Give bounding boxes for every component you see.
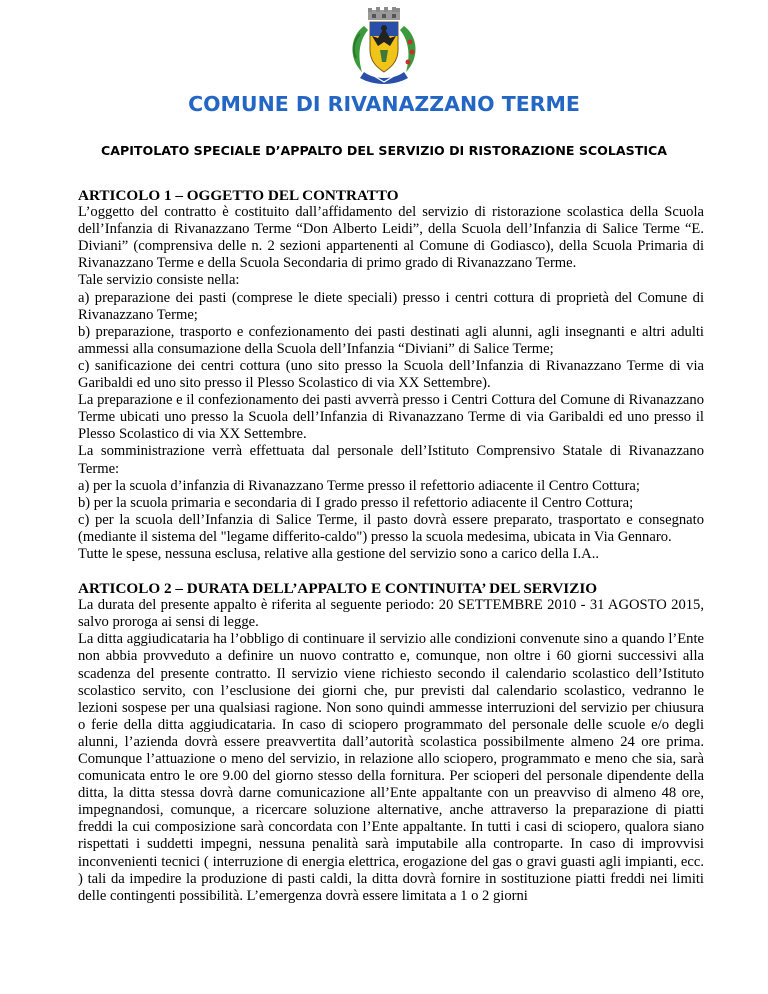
article-1-paragraph: a) preparazione dei pasti (comprese le diete speciali) presso i centri cottura di proprietà del Comune di Rivanazzano Terme; bbox=[78, 289, 704, 323]
article-1-paragraph: a) per la scuola d’infanzia di Rivanazzano Terme presso il refettorio adiacente il Centro Cottura; bbox=[78, 477, 640, 494]
coat-of-arms-icon bbox=[334, 6, 434, 90]
document-body bbox=[78, 187, 704, 905]
article-1-paragraph: La somministrazione verrà effettuata dal personale dell’Istituto Comprensivo Statale di Rivanazzano Terme: bbox=[78, 443, 704, 477]
document-subtitle: CAPITOLATO SPECIALE D’APPALTO DEL SERVIZIO DI RISTORAZIONE SCOLASTICA bbox=[101, 143, 667, 158]
article-2-title: ARTICOLO 2 – DURATA DELL’APPALTO E CONTINUITA’ DEL SERVIZIO bbox=[78, 580, 598, 598]
municipality-title: COMUNE DI RIVANAZZANO TERME bbox=[188, 92, 580, 116]
article-1-paragraph: c) sanificazione dei centri cottura (uno sito presso la Scuola dell’Infanzia di Rivanazzano Terme di via Garibaldi ed uno sito presso il Plesso Scolastico di via XX Settembre). bbox=[78, 357, 704, 392]
article-1-paragraph: b) per la scuola primaria e secondaria di I grado presso il refettorio adiacente il Centro Cottura; bbox=[78, 494, 634, 511]
article-1-title: ARTICOLO 1 – OGGETTO DEL CONTRATTO bbox=[78, 187, 399, 204]
article-1-paragraph: La preparazione e il confezionamento dei pasti avverrà presso i Centri Cottura del Comune di Rivanazzano Terme ubicati uno presso la Scuola dell’Infanzia di Rivanazzano Terme di via Garibaldi ed uno presso il Plesso Scolastico di via XX Settembre. bbox=[78, 392, 704, 443]
article-1-paragraph: c) per la scuola dell’Infanzia di Salice Terme, il pasto dovrà essere preparato, trasportato e consegnato (mediante il sistema del "legame differito-caldo") presso la scuola medesima, ubicata in Via Gennaro. bbox=[78, 511, 704, 545]
article-2-paragraph: La durata del presente appalto è riferita al seguente periodo: 20 SETTEMBRE 2010 - 31 AGOSTO 2015, salvo proroga ai sensi di legge. bbox=[78, 597, 704, 631]
article-1-paragraph: b) preparazione, trasporto e confezionamento dei pasti destinati agli alunni, agli insegnanti e altri adulti ammessi alla consumazione della Scuola dell’Infanzia “Diviani” di Salice Terme; bbox=[78, 323, 704, 357]
article-1-paragraph: Tutte le spese, nessuna esclusa, relative alla gestione del servizio sono a carico della I.A.. bbox=[78, 545, 600, 562]
article-2-paragraph: La ditta aggiudicataria ha l’obbligo di continuare il servizio alle condizioni convenute sino a quando l’Ente non abbia provveduto a definire un nuovo contratto e, comunque, non oltre i 60 giorni successivi alla scadenza del presente contratto. Il servizio viene richiesto secondo il calendario scolastico dell’Istituto scolastico servito, con l’esclusione dei giorni che, pur previsti dal calendario scolastico, vedranno le lezioni sospese per una qualsiasi ragione. Non sono quindi ammesse interruzioni del servizio per chiusura o ferie della ditta aggiudicataria. In caso di sciopero programmato del personale delle scuole e/o degli alunni, l’azienda dovrà essere preavvertita dall’autorità scolastica possibilmente almeno 24 ore prima. Comunque l’attuazione o meno del servizio, in relazione allo sciopero, programmato e meno che sia, sarà comunicata entro le ore 9.00 del giorno stesso della fornitura. Per scioperi del personale dipendente della ditta, la ditta stessa dovrà darne comunicazione all’Ente appaltante con un preavviso di almeno 48 ore, impegnandosi, comunque, a ricercare soluzione alternative, anche attraverso la preparazione di piatti freddi la cui composizione sarà concordata con l’Ente appaltante. In tutti i casi di sciopero, qualora siano rispettati i suddetti impegni, nessuna penalità sarà imputabile alla controparte. In caso di improvvisi inconvenienti tecnici ( interruzione di energia elettrica, erogazione del gas o gravi guasti agli impianti, ecc. ) tali da impedire la produzione di pasti caldi, la ditta dovrà fornire in sostituzione piatti freddi nei limiti delle contingenti possibilità. L’emergenza dovrà essere limitata a 1 o 2 giorni bbox=[78, 631, 704, 904]
article-1-paragraph: Tale servizio consiste nella: bbox=[78, 272, 240, 289]
section-spacer bbox=[78, 563, 704, 580]
article-1-paragraph: L’oggetto del contratto è costituito dall’affidamento del servizio di ristorazione scolastica della Scuola dell’Infanzia di Rivanazzano Terme “Don Alberto Leidi”, della Scuola dell’Infanzia di Salice Terme “E. Diviani” (comprensiva delle n. 2 sezioni appartenenti al Comune di Godiasco), della Scuola Primaria di Rivanazzano Terme e della Scuola Secondaria di primo grado di Rivanazzano Terme. bbox=[78, 204, 704, 272]
